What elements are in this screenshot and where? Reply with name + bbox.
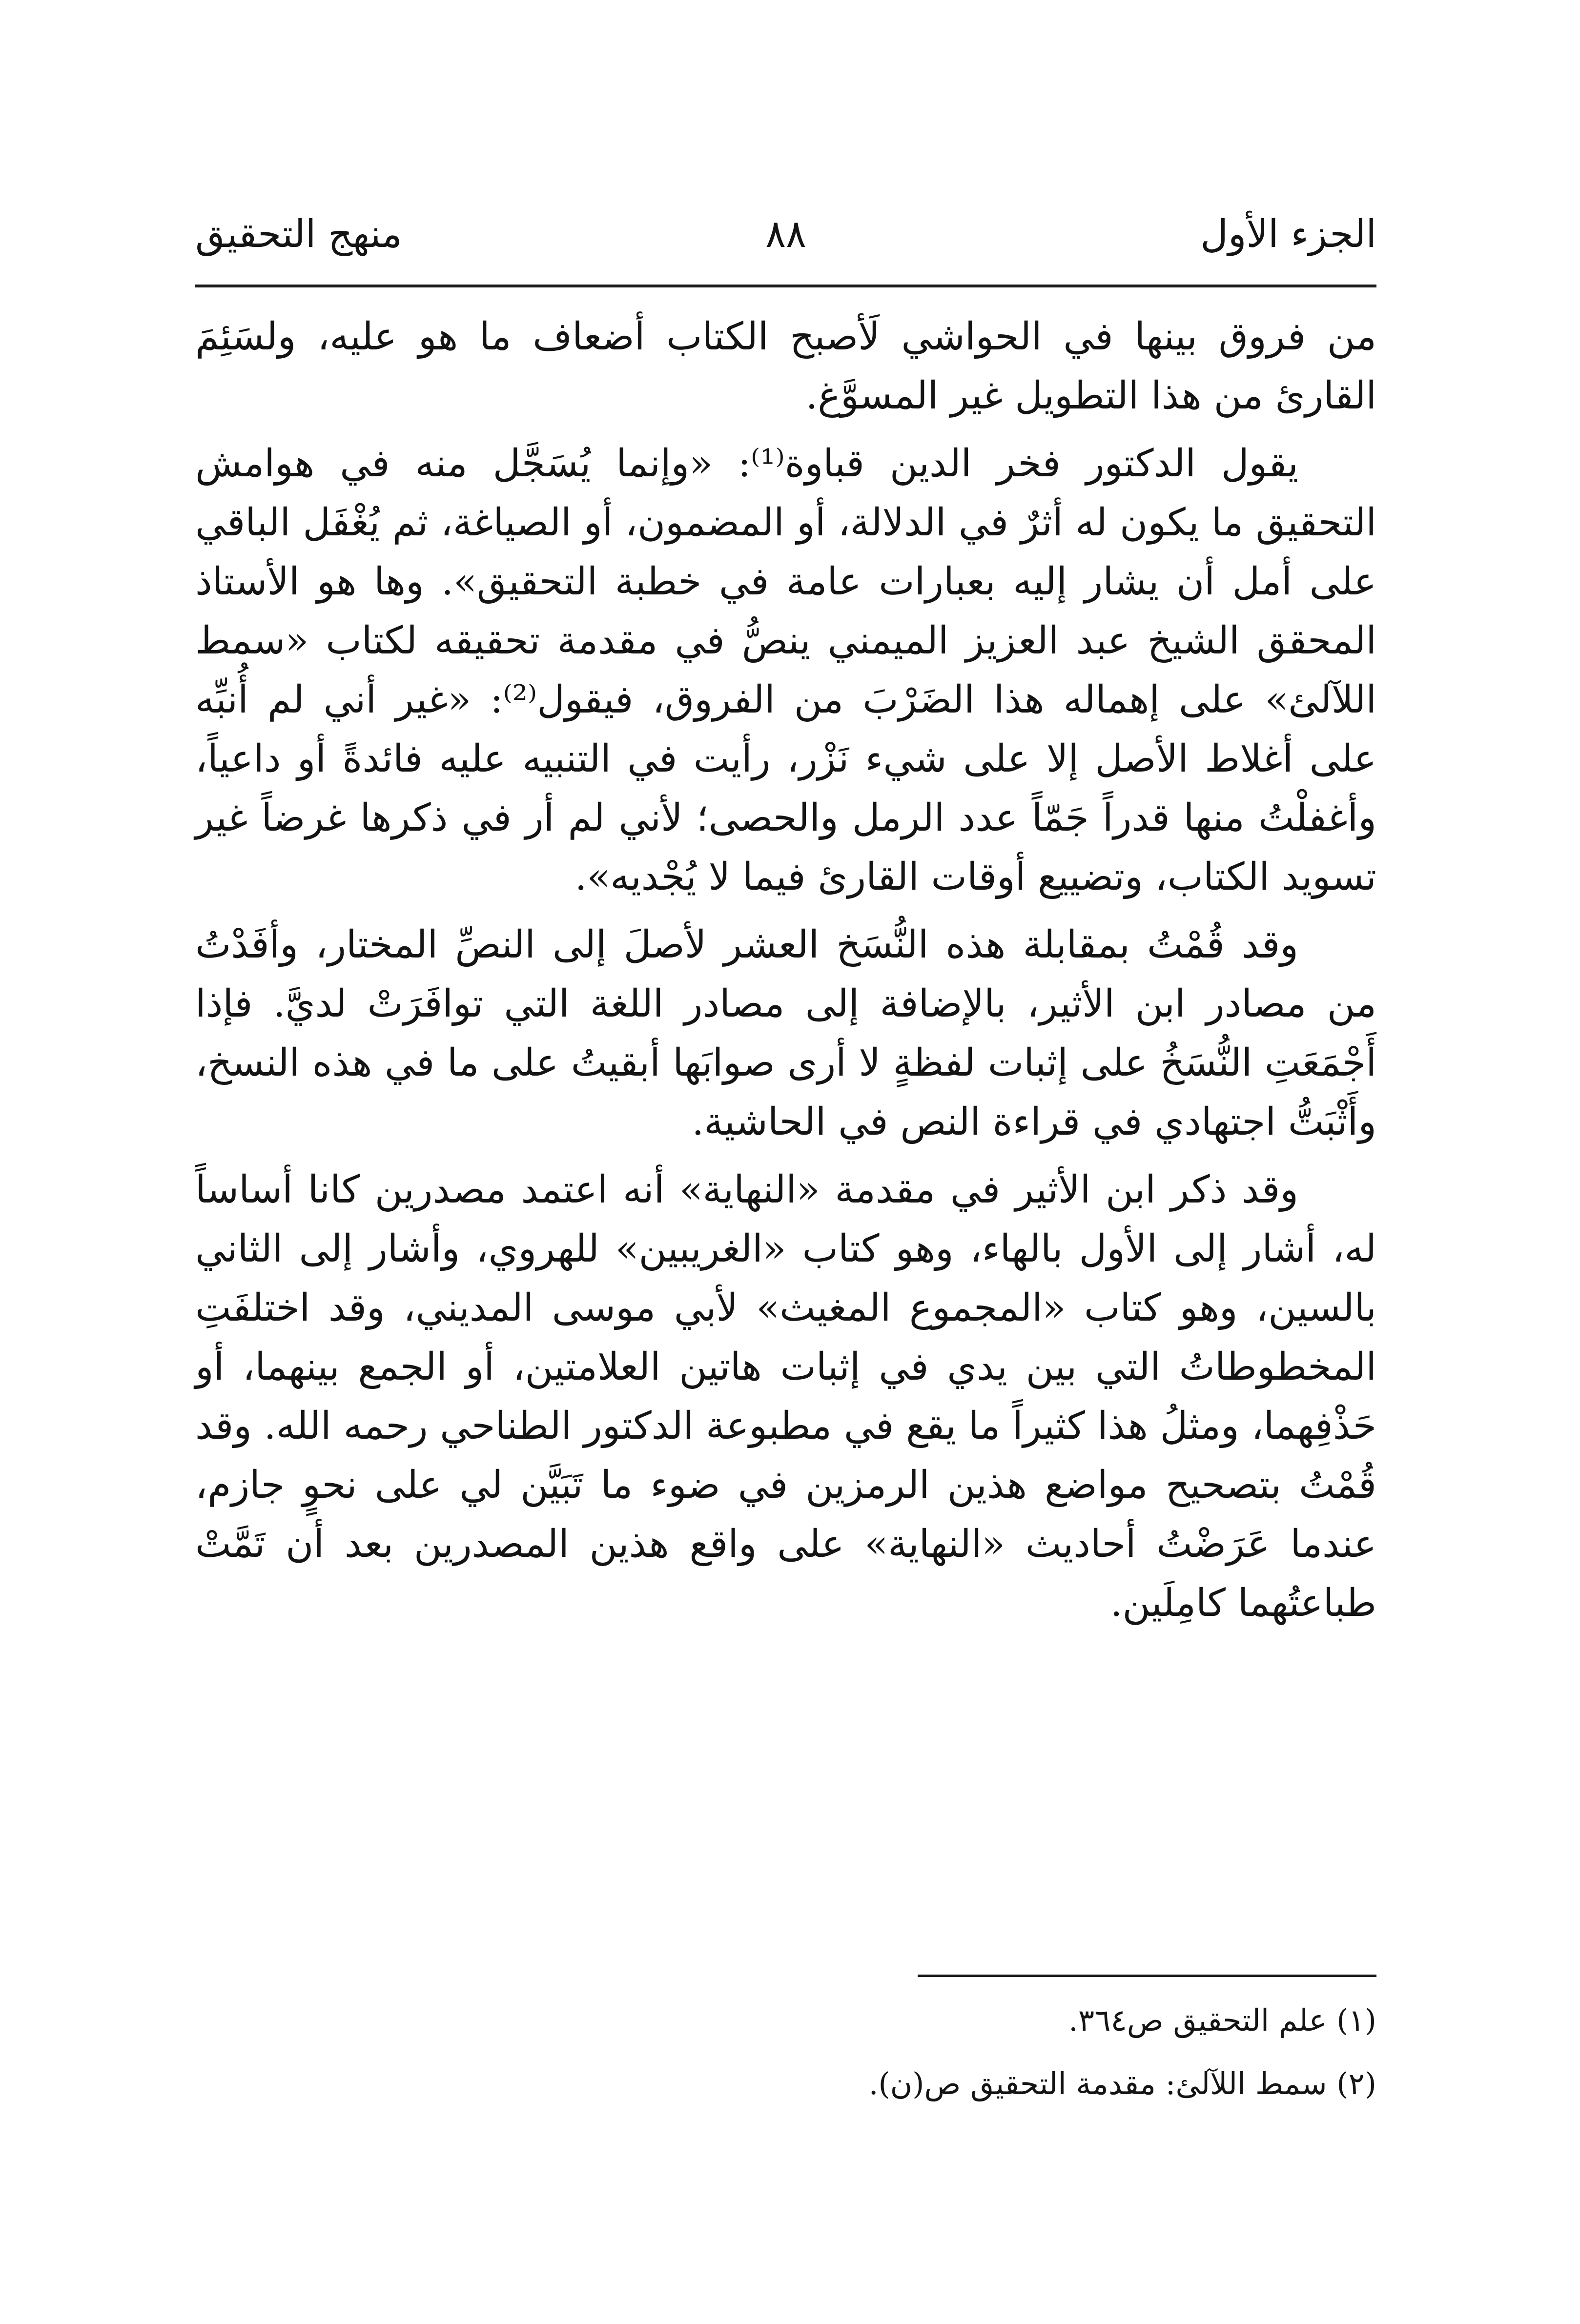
footnotes	[195, 1994, 1376, 2120]
main-text	[195, 307, 1376, 1642]
page-number: ٨٨	[765, 212, 806, 256]
footnote-2: (٢) سمط اللآلئ: مقدمة التحقيق ص(ن).	[868, 2066, 1376, 2101]
header-divider	[195, 285, 1376, 287]
paragraph-continuation: من فروق بينها في الحواشي لَأصبح الكتاب أضعاف ما هو عليه، ولسَئِمَ القارئ من هذا التطويل غير المسوَّغ.	[195, 315, 1376, 418]
running-header	[195, 205, 1376, 264]
footnote-divider	[918, 1975, 1376, 1977]
paragraph-qabawa-quote: يقول الدكتور فخر الدين قباوة⁽¹⁾: «وإنما يُسَجَّل منه في هوامش التحقيق ما يكون له أثرٌ في الدلالة، أو المضمون، أو الصياغة، ثم يُغْفَل الباقي على أمل أن يشار إليه بعبارات عامة في خطبة التحقيق». وها هو الأستاذ المحقق الشيخ عبد العزيز الميمني ينصُّ في مقدمة تحقيقه لكتاب «سمط اللآلئ» على إهماله هذا الضَرْبَ من الفروق، فيقول⁽²⁾: «غير أني لم أُنبِّه على أغلاط الأصل إلا على شيء نَزْر، رأيت في التنبيه عليه فائدةً أو داعياً، وأغفلْتُ منها قدراً جَمّاً عدد الرمل والحصى؛ لأني لم أر في ذكرها غرضاً غير تسويد الكتاب، وتضييع أوقات القارئ فيما لا يُجْديه».	[195, 442, 1376, 899]
volume-label: الجزء الأول	[1200, 212, 1376, 256]
paragraph-sources: وقد ذكر ابن الأثير في مقدمة «النهاية» أنه اعتمد مصدرين كانا أساساً له، أشار إلى الأول بالهاء، وهو كتاب «الغريبين» للهروي، وأشار إلى الثاني بالسين، وهو كتاب «المجموع المغيث» لأبي موسى المديني، وقد اختلفَتِ المخطوطاتُ التي بين يدي في إثبات هاتين العلامتين، أو الجمع بينهما، أو حَذْفِهما، ومثلُ هذا كثيراً ما يقع في مطبوعة الدكتور الطناحي رحمه الله. وقد قُمْتُ بتصحيح مواضع هذين الرمزين في ضوء ما تَبَيَّن لي على نحوٍ جازم، عندما عَرَضْتُ أحاديث «النهاية» على واقع هذين المصدرين بعد أن تَمَّتْ طباعتُهما كامِلَين.	[195, 1168, 1376, 1625]
section-title: منهج التحقيق	[195, 212, 402, 256]
paragraph-collation: وقد قُمْتُ بمقابلة هذه النُّسَخ العشر لأصلَ إلى النصِّ المختار، وأفَدْتُ من مصادر ابن الأثير، بالإضافة إلى مصادر اللغة التي توافَرَتْ لديَّ. فإذا أَجْمَعَتِ النُّسَخُ على إثبات لفظةٍ لا أرى صوابَها أبقيتُ على ما في هذه النسخ، وأَثْبَتُّ اجتهادي في قراءة النص في الحاشية.	[195, 923, 1376, 1144]
footnote-1: (١) علم التحقيق ص٣٦٤.	[1068, 2002, 1376, 2038]
